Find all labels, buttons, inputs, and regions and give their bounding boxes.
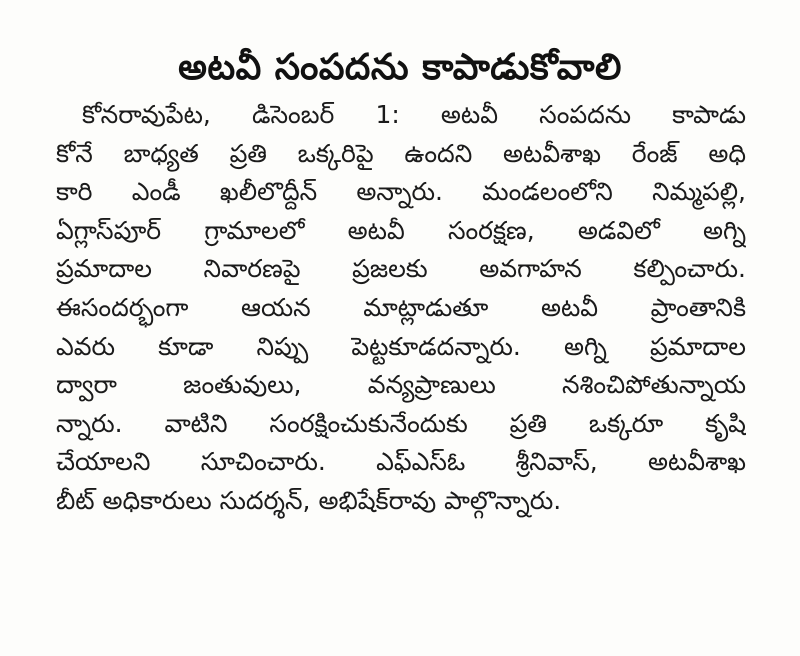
article-line: బీట్ అధికారులు సుదర్శన్, అభిషేక్‌రావు పాల్గొన్నారు.: [56, 485, 562, 515]
article-line: ఏగ్లాస్‌పూర్ గ్రామాలలో అటవీ సంరక్షణ, అడవిలో అగ్ని: [56, 215, 746, 245]
article-line: ఎవరు కూడా నిప్పు పెట్టకూడదన్నారు. అగ్ని ప్రమాదాల: [56, 331, 746, 361]
article-line: ప్రమాదాల నివారణపై ప్రజలకు అవగాహన కల్పించారు.: [56, 254, 746, 284]
headline: అటవీ సంపదను కాపాడుకోవాలి: [178, 47, 622, 89]
article-line: కారి ఎండీ ఖలీలొద్దీన్ అన్నారు. మండలంలోని నిమ్మపల్లి,: [56, 177, 746, 207]
article-line: కోనరావుపేట, డిసెంబర్ 1: అటవీ సంపదను కాపాడు: [82, 100, 746, 129]
article-line: కోనే బాధ్యత ప్రతి ఒక్కరిపై ఉందని అటవీశాఖ రేంజ్ అధి: [56, 138, 746, 168]
article-line: ఈసందర్భంగా ఆయన మాట్లాడుతూ అటవీ ప్రాంతానికి: [56, 292, 746, 322]
article-line: ద్వారా జంతువులు, వన్యప్రాణులు నశించిపోతున్నాయ: [56, 370, 746, 400]
article-line: న్నారు. వాటిని సంరక్షించుకునేందుకు ప్రతి ఒక్కరూ కృషి: [56, 408, 746, 438]
article-body: [56, 96, 746, 521]
article-line: చేయాలని సూచించారు. ఎఫ్ఎస్ఓ శ్రీనివాస్, అటవీశాఖ: [56, 447, 746, 477]
